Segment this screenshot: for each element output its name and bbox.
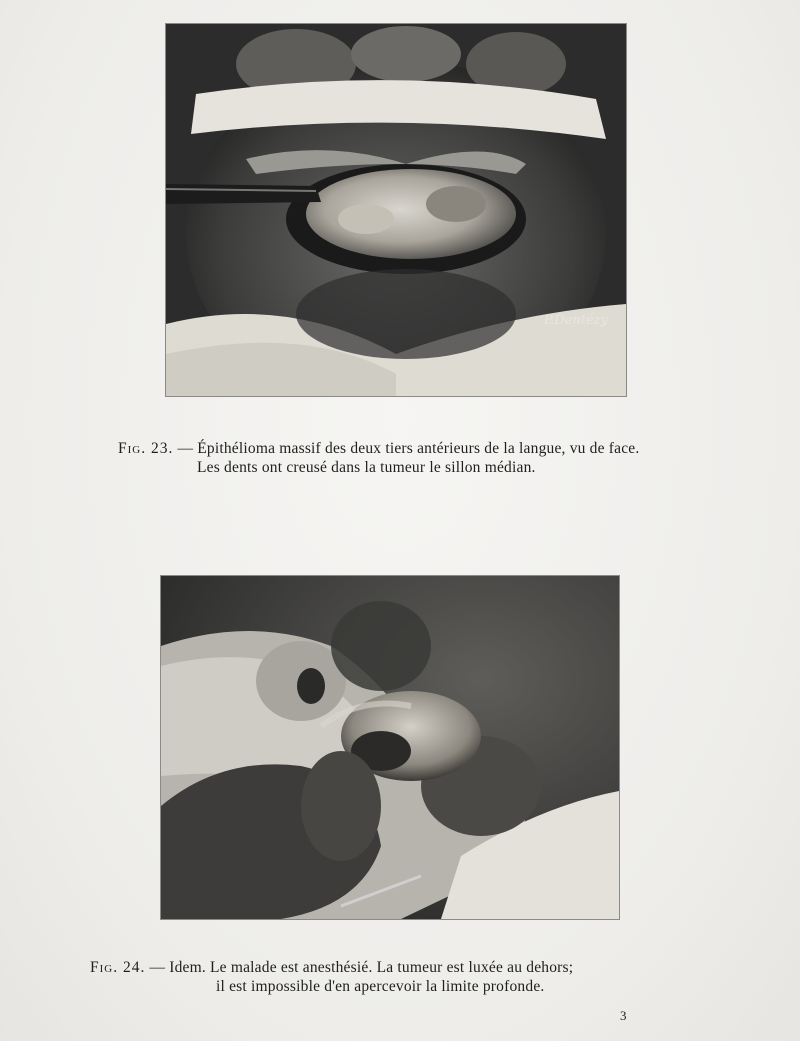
figure-23-label: Fig. 23. (118, 440, 174, 457)
figure-24-photograph (161, 576, 619, 919)
figure-23-caption-text: — Épithélioma massif des deux tiers antérieurs de la langue, vu de face. (177, 440, 640, 457)
figure-23-image (166, 24, 626, 396)
figure-24-image (161, 576, 619, 919)
figure-23-caption-line-2: Les dents ont creusé dans la tumeur le sillon médian. (197, 459, 536, 476)
figure-24-caption-text: — Idem. Le malade est anesthésié. La tumeur est luxée au dehors; (149, 959, 574, 976)
figure-23-caption-line-1 (118, 440, 639, 458)
page-number: 3 (620, 1008, 627, 1023)
figure-23-photograph (166, 24, 626, 396)
figure-24-label: Fig. 24. (90, 959, 146, 976)
figure-24-caption-line-1 (90, 959, 573, 977)
photographer-signature: P.Dentézy (544, 313, 608, 328)
figure-24-caption-line-2: il est impossible d'en apercevoir la limite profonde. (216, 978, 545, 995)
